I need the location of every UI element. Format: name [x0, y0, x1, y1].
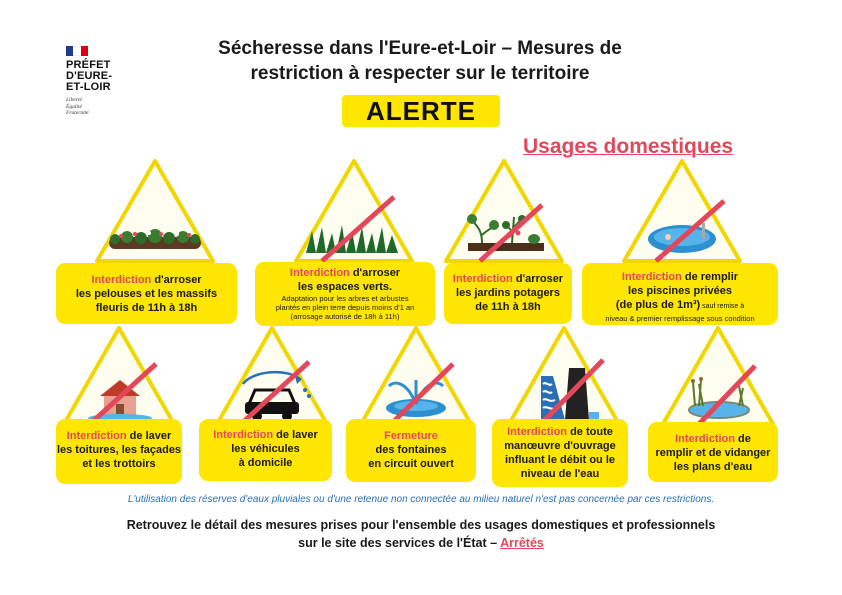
french-flag-icon: [66, 46, 88, 56]
measure-8-verb: de toute: [567, 426, 613, 438]
measure-2-note-1: Adaptation pour les arbres et arbustes: [281, 294, 409, 303]
measure-card-8: [492, 419, 628, 487]
measure-8-line-2: influant le débit ou le: [505, 454, 615, 466]
triangle-vegetable-garden: [442, 157, 566, 265]
measure-6-verb: de laver: [273, 429, 318, 441]
measure-card-4: [582, 263, 778, 325]
section-title: Usages domestiques: [523, 135, 734, 158]
triangle-flower-bed: [93, 157, 217, 265]
motto-line-1: Liberté: [66, 97, 82, 103]
measure-card-3: [444, 263, 572, 324]
triangle-pond: [659, 324, 777, 428]
measure-1-verb: d'arroser: [151, 274, 202, 286]
measure-card-2: [255, 262, 435, 326]
measure-4-line-1: les piscines privées: [628, 285, 732, 297]
measure-2-keyword: Interdiction: [289, 267, 350, 279]
measure-card-6: [199, 419, 332, 481]
footer-line-2-text: sur le site des services de l'État –: [298, 536, 501, 550]
measure-5-line-2: et les trottoirs: [82, 458, 156, 470]
measure-1-line-2: fleuris de 11h à 18h: [95, 302, 198, 314]
triangle-pool: [620, 157, 744, 265]
measure-5-keyword: Interdiction: [66, 430, 127, 442]
rainwater-note: L'utilisation des réserves d'eaux pluviales ou d'une retenue non connectée au milieu naturel n'est pas concernée par ces restrictions.: [127, 494, 715, 505]
measure-card-9: [648, 422, 778, 482]
arretes-link[interactable]: Arrêtés: [500, 536, 544, 550]
measure-9-verb: de: [734, 433, 751, 445]
footer-line-2: [0, 536, 842, 550]
measure-8-line-1: manœuvre d'ouvrage: [504, 440, 616, 452]
measure-1-line-1: les pelouses et les massifs: [75, 288, 218, 300]
triangle-roof: [60, 324, 178, 428]
triangle-fountain: [357, 324, 475, 428]
measure-5-line-1: les toitures, les façades: [56, 444, 182, 456]
measure-3-line-2: de 11h à 18h: [475, 301, 541, 313]
page-title: [150, 36, 690, 86]
alert-level-badge: ALERTE: [342, 95, 500, 127]
measure-1-keyword: Interdiction: [91, 274, 152, 286]
measure-8-line-3: niveau de l'eau: [520, 468, 600, 480]
measure-2-line-1: les espaces verts.: [297, 281, 393, 293]
logo-line-2: D'EURE-: [66, 70, 113, 82]
measure-4-keyword: Interdiction: [621, 271, 682, 283]
measure-card-1: [56, 263, 237, 324]
measure-6-line-2: à domicile: [238, 457, 293, 469]
measure-4-exception: sauf remise à: [700, 303, 745, 310]
footer-line-1: Retrouvez le détail des mesures prises pour l'ensemble des usages domestiques et professionnels: [126, 518, 716, 532]
measure-2-verb: d'arroser: [349, 267, 401, 279]
prefecture-logo: [66, 46, 136, 136]
measure-8-keyword: Interdiction: [507, 426, 568, 438]
measure-4-capacity: (de plus de 1m³): [615, 299, 701, 311]
measure-4-note-1: niveau & premier remplissage sous condition: [605, 314, 755, 323]
measure-7-line-1: des fontaines: [375, 444, 447, 456]
logo-line-1: PRÉFET: [66, 59, 111, 71]
motto-line-2: Égalité: [66, 103, 82, 110]
triangle-car: [213, 324, 331, 428]
measure-7-line-2: en circuit ouvert: [368, 458, 454, 470]
measure-2-note-3: (arrosage autorisé de 18h à 11h): [290, 312, 400, 321]
measure-3-line-1: les jardins potagers: [456, 287, 560, 299]
motto-line-3: Fraternité: [66, 110, 89, 116]
measure-9-line-2: les plans d'eau: [673, 461, 753, 473]
measure-6-line-1: les véhicules: [231, 443, 300, 455]
triangle-lawn: [292, 157, 416, 265]
measure-4-verb: de remplir: [681, 271, 739, 283]
measure-2-note-2: plantés en plein terre depuis moins d'1 an: [275, 303, 415, 312]
title-line-2: restriction à respecter sur le territoire: [250, 63, 590, 84]
measure-9-line-1: remplir et de vidanger: [655, 447, 771, 459]
measure-card-7: [346, 419, 476, 482]
title-line-1: Sécheresse dans l'Eure-et-Loir – Mesures de: [218, 38, 622, 59]
measure-7-keyword: Fermeture: [384, 430, 438, 442]
measure-card-5: [56, 419, 182, 484]
measure-3-verb: d'arroser: [512, 273, 564, 285]
logo-line-3: ET-LOIR: [66, 81, 111, 93]
measure-9-keyword: Interdiction: [675, 433, 735, 445]
measure-6-keyword: Interdiction: [213, 429, 274, 441]
measure-5-verb: de laver: [126, 430, 172, 442]
measure-3-keyword: Interdiction: [452, 273, 513, 285]
triangle-dam: [505, 324, 623, 428]
